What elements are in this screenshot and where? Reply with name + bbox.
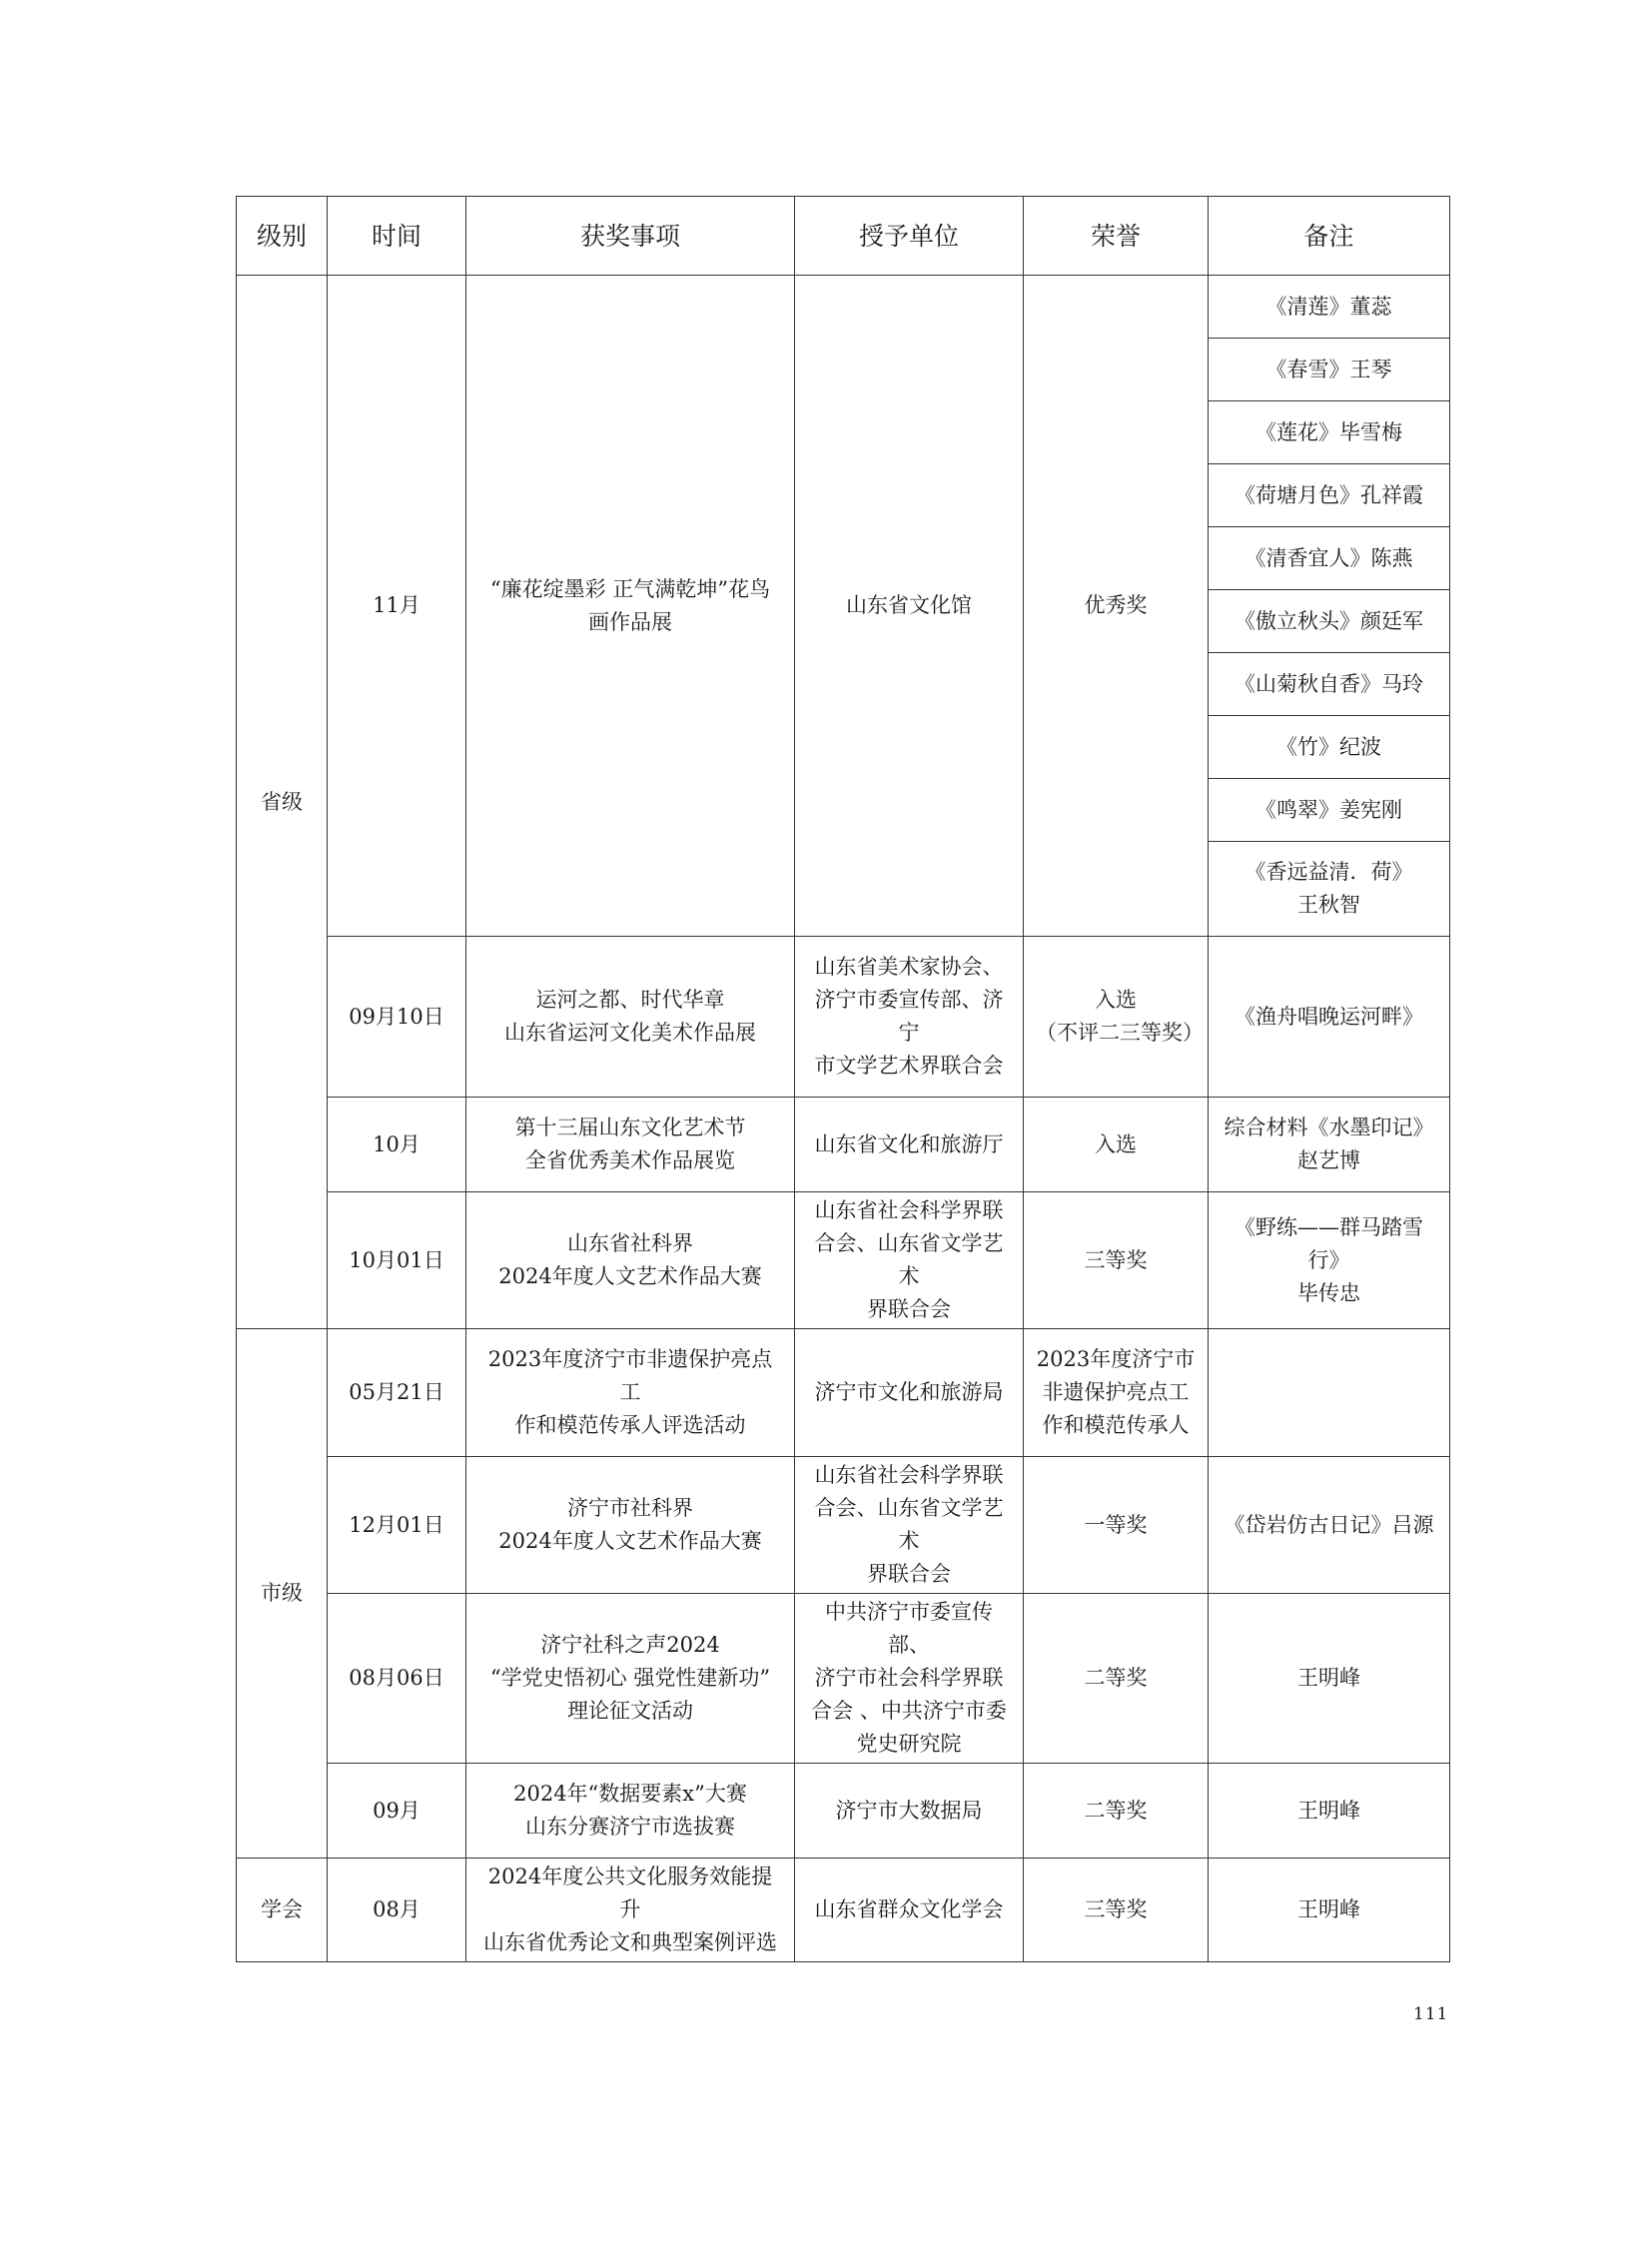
table-row — [237, 937, 1450, 1098]
time-cell: 08月06日 — [328, 1594, 466, 1764]
time-cell: 05月21日 — [328, 1329, 466, 1457]
note-cell: 《鸣翠》姜宪刚 — [1209, 779, 1450, 842]
table-row — [237, 1764, 1450, 1859]
honor-cell: 二等奖 — [1024, 1764, 1209, 1859]
table-row — [237, 1457, 1450, 1594]
note-cell: 《竹》纪波 — [1209, 716, 1450, 779]
time-cell: 09月 — [328, 1764, 466, 1859]
note-cell: 《山菊秋自香》马玲 — [1209, 653, 1450, 716]
honor-cell: 入选 — [1024, 1098, 1209, 1192]
time-cell: 10月 — [328, 1098, 466, 1192]
note-cell: 《清香宜人》陈燕 — [1209, 527, 1450, 590]
awards-table — [236, 196, 1450, 1962]
event-cell: 山东省社科界 2024年度人文艺术作品大赛 — [466, 1192, 795, 1329]
unit-cell: 山东省文化馆 — [795, 276, 1024, 937]
note-cell: 王明峰 — [1209, 1594, 1450, 1764]
note-cell: 综合材料《水墨印记》 赵艺博 — [1209, 1098, 1450, 1192]
time-cell: 10月01日 — [328, 1192, 466, 1329]
note-cell: 《莲花》毕雪梅 — [1209, 401, 1450, 464]
header-event: 获奖事项 — [466, 197, 795, 276]
honor-cell: 三等奖 — [1024, 1859, 1209, 1962]
note-cell: 《岱岩仿古日记》吕源 — [1209, 1457, 1450, 1594]
honor-cell: 二等奖 — [1024, 1594, 1209, 1764]
unit-cell: 济宁市大数据局 — [795, 1764, 1024, 1859]
event-cell: “廉花绽墨彩 正气满乾坤”花鸟 画作品展 — [466, 276, 795, 937]
time-cell: 11月 — [328, 276, 466, 937]
unit-cell: 山东省文化和旅游厅 — [795, 1098, 1024, 1192]
note-cell: 《荷塘月色》孔祥霞 — [1209, 464, 1450, 527]
event-cell: 2023年度济宁市非遗保护亮点工 作和模范传承人评选活动 — [466, 1329, 795, 1457]
event-cell: 2024年“数据要素x”大赛 山东分赛济宁市选拔赛 — [466, 1764, 795, 1859]
note-cell: 王明峰 — [1209, 1859, 1450, 1962]
level-cell-society: 学会 — [237, 1859, 328, 1962]
note-cell: 《傲立秋头》颜廷军 — [1209, 590, 1450, 653]
header-note: 备注 — [1209, 197, 1450, 276]
honor-cell: 入选 （不评二三等奖） — [1024, 937, 1209, 1098]
time-cell: 12月01日 — [328, 1457, 466, 1594]
table-row — [237, 1594, 1450, 1764]
event-cell: 第十三届山东文化艺术节 全省优秀美术作品展览 — [466, 1098, 795, 1192]
event-cell: 2024年度公共文化服务效能提升 山东省优秀论文和典型案例评选 — [466, 1859, 795, 1962]
note-cell — [1209, 1329, 1450, 1457]
event-cell: 运河之都、时代华章 山东省运河文化美术作品展 — [466, 937, 795, 1098]
note-cell: 《香远益清．荷》 王秋智 — [1209, 842, 1450, 937]
honor-cell: 三等奖 — [1024, 1192, 1209, 1329]
table-row — [237, 1859, 1450, 1962]
note-cell: 《野练——群马踏雪行》 毕传忠 — [1209, 1192, 1450, 1329]
honor-cell: 一等奖 — [1024, 1457, 1209, 1594]
unit-cell: 中共济宁市委宣传部、 济宁市社会科学界联 合会 、中共济宁市委 党史研究院 — [795, 1594, 1024, 1764]
unit-cell: 山东省社会科学界联 合会、山东省文学艺术 界联合会 — [795, 1192, 1024, 1329]
time-cell: 09月10日 — [328, 937, 466, 1098]
honor-cell: 优秀奖 — [1024, 276, 1209, 937]
unit-cell: 山东省社会科学界联 合会、山东省文学艺术 界联合会 — [795, 1457, 1024, 1594]
honor-cell: 2023年度济宁市 非遗保护亮点工 作和模范传承人 — [1024, 1329, 1209, 1457]
page-number: 111 — [1413, 2004, 1449, 2024]
table-header-row — [237, 197, 1450, 276]
event-cell: 济宁市社科界 2024年度人文艺术作品大赛 — [466, 1457, 795, 1594]
level-cell-province: 省级 — [237, 276, 328, 1329]
header-unit: 授予单位 — [795, 197, 1024, 276]
note-cell: 《渔舟唱晚运河畔》 — [1209, 937, 1450, 1098]
note-cell: 王明峰 — [1209, 1764, 1450, 1859]
unit-cell: 山东省美术家协会、 济宁市委宣传部、济宁 市文学艺术界联合会 — [795, 937, 1024, 1098]
header-honor: 荣誉 — [1024, 197, 1209, 276]
table-row — [237, 1329, 1450, 1457]
note-cell: 《春雪》王琴 — [1209, 339, 1450, 401]
event-cell: 济宁社科之声2024 “学党史悟初心 强党性建新功” 理论征文活动 — [466, 1594, 795, 1764]
time-cell: 08月 — [328, 1859, 466, 1962]
note-cell: 《清莲》董蕊 — [1209, 276, 1450, 339]
unit-cell: 山东省群众文化学会 — [795, 1859, 1024, 1962]
header-level: 级别 — [237, 197, 328, 276]
table-row — [237, 1098, 1450, 1192]
level-cell-city: 市级 — [237, 1329, 328, 1859]
table-row — [237, 276, 1450, 339]
table-row — [237, 1192, 1450, 1329]
header-time: 时间 — [328, 197, 466, 276]
unit-cell: 济宁市文化和旅游局 — [795, 1329, 1024, 1457]
